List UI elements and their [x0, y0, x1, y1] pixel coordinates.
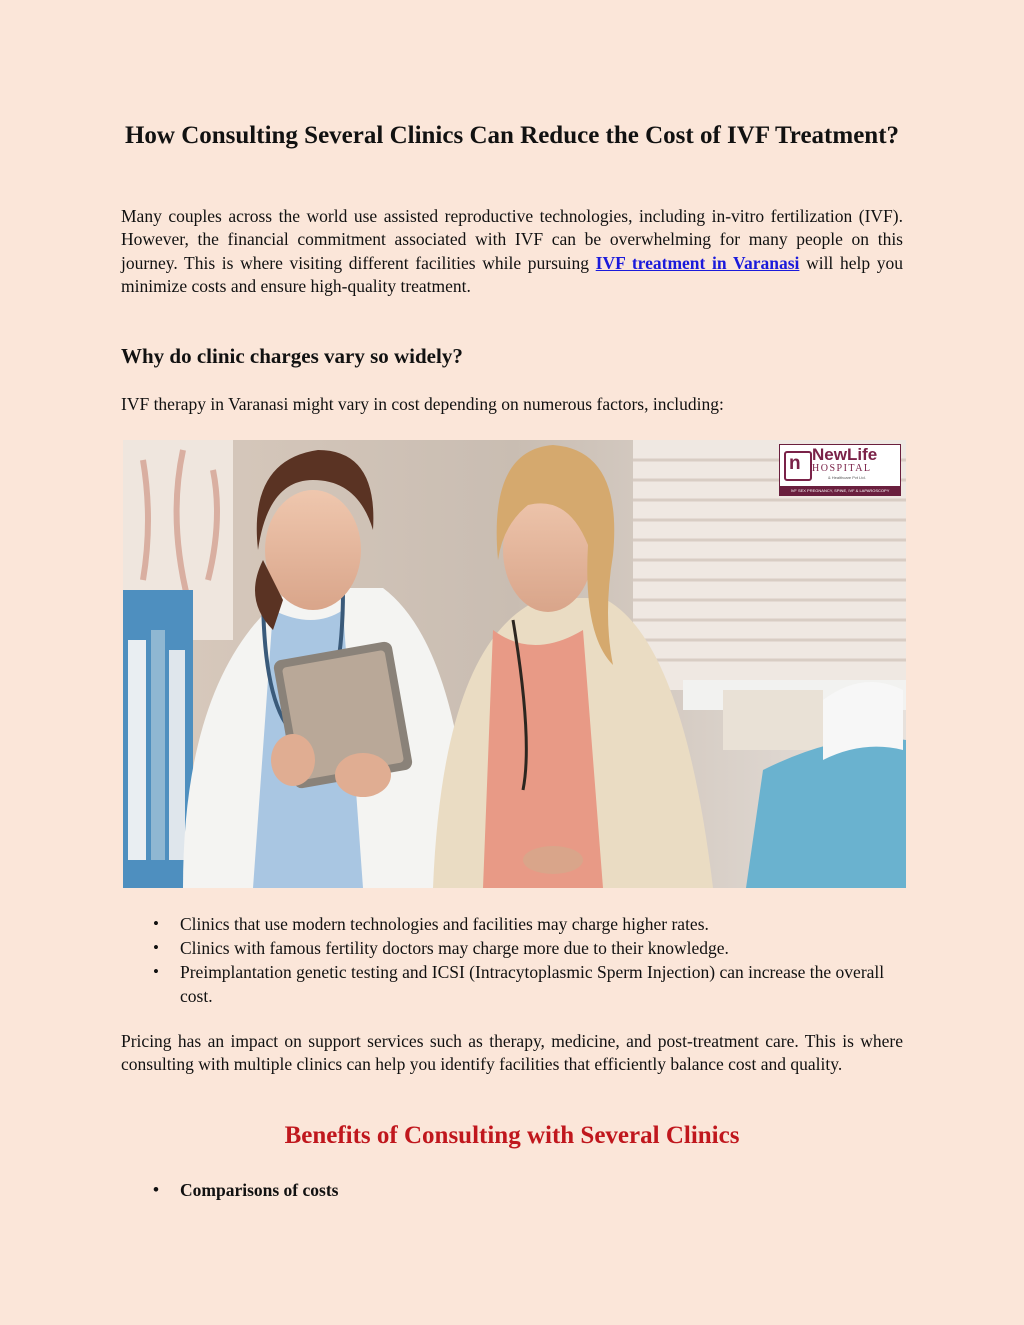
section-lead-text: IVF therapy in Varanasi might vary in cost depending on numerous factors, including:: [121, 394, 724, 414]
pricing-paragraph: Pricing has an impact on support services such as therapy, medicine, and post-treatment care. This is where consulting with multiple clinics can help you identify facilities that efficiently balance cost and quality.: [121, 1031, 903, 1075]
page-title: How Consulting Several Clinics Can Reduce the Cost of IVF Treatment?: [124, 122, 900, 149]
cost-factors-list: [121, 912, 903, 1008]
intro-text-before-link: Many couples across the world use assisted reproductive technologies, including in-vitro fertilization (IVF). However, the financial commitment associated with IVF can be overwhelming for many people on this journey. This is where visiting different facilities while pursuing: [121, 206, 903, 273]
logo-name-life: Life: [846, 445, 878, 464]
section-heading-benefits: Benefits of Consulting with Several Clinics: [284, 1122, 740, 1149]
intro-text-after-link: will help you minimize costs and ensure high-quality treatment.: [121, 252, 903, 296]
logo-tagline: & Healthcare Pvt Ltd.: [828, 475, 866, 480]
logo-mark-icon: n: [789, 453, 801, 474]
section-heading-charges: Why do clinic charges vary so widely?: [121, 344, 463, 368]
doctor-patient-photo: [123, 440, 906, 888]
list-item: • Preimplantation genetic testing and ICSI (Intracytoplasmic Sperm Injection) can increase the overall cost.: [121, 960, 903, 1008]
logo-band: IVF SEX PREGNANCY, SPINE, IVF & LAPAROSCOPY: [780, 486, 900, 495]
list-item: • Clinics with famous fertility doctors may charge more due to their knowledge.: [121, 936, 903, 960]
list-item: • Comparisons of costs: [121, 1178, 903, 1202]
logo-name-new: New: [812, 445, 847, 464]
intro-paragraph: [121, 205, 903, 298]
benefits-list: [121, 1178, 903, 1202]
list-item: • Clinics that use modern technologies and facilities may charge higher rates.: [121, 912, 903, 936]
hospital-logo: [779, 444, 901, 496]
ivf-varanasi-link[interactable]: IVF treatment in Varanasi: [595, 252, 800, 273]
logo-subtitle: HOSPITAL: [812, 463, 872, 474]
